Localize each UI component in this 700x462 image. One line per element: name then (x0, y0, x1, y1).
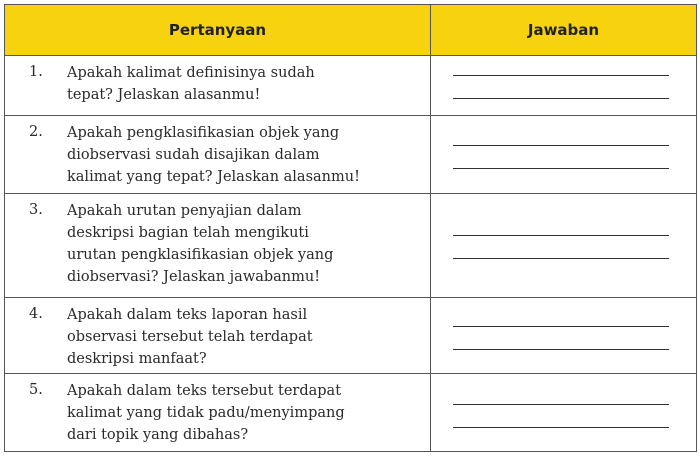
question-number: 1. (29, 64, 43, 80)
question-number: 5. (29, 382, 43, 398)
table-row (5, 374, 697, 452)
question-text: Apakah dalam teks tersebut terdapat kalimat yang tidak padu/menyimpang dari topik yang dibahas? (67, 383, 345, 443)
question-cell (5, 298, 431, 374)
table-header-row (5, 5, 697, 56)
header-pertanyaan: Pertanyaan (5, 5, 431, 56)
answer-cell[interactable] (431, 194, 697, 298)
answer-line[interactable] (453, 235, 669, 236)
table-row (5, 298, 697, 374)
answer-line[interactable] (453, 98, 669, 99)
question-cell (5, 56, 431, 116)
question-text: Apakah pengklasifikasian objek yang diobservasi sudah disajikan dalam kalimat yang tepat? Jelaskan alasanmu! (67, 125, 360, 185)
question-number: 2. (29, 124, 43, 140)
question-text: Apakah urutan penyajian dalam deskripsi bagian telah mengikuti urutan pengklasifikasian objek yang diobservasi? Jelaskan jawabanmu! (67, 203, 334, 285)
answer-line[interactable] (453, 326, 669, 327)
answer-cell[interactable] (431, 374, 697, 452)
answer-cell[interactable] (431, 56, 697, 116)
answer-line[interactable] (453, 258, 669, 259)
answer-line[interactable] (453, 75, 669, 76)
header-jawaban: Jawaban (431, 5, 697, 56)
question-number: 4. (29, 306, 43, 322)
answer-line[interactable] (453, 349, 669, 350)
answer-line[interactable] (453, 427, 669, 428)
answer-line[interactable] (453, 145, 669, 146)
question-cell (5, 194, 431, 298)
answer-cell[interactable] (431, 116, 697, 194)
answer-line[interactable] (453, 404, 669, 405)
question-cell (5, 116, 431, 194)
table-row (5, 116, 697, 194)
question-table (4, 4, 697, 452)
question-text: Apakah kalimat definisinya sudah tepat? Jelaskan alasanmu! (67, 65, 315, 103)
table-row (5, 194, 697, 298)
answer-line[interactable] (453, 168, 669, 169)
table-row (5, 56, 697, 116)
answer-cell[interactable] (431, 298, 697, 374)
question-number: 3. (29, 202, 43, 218)
question-text: Apakah dalam teks laporan hasil observasi tersebut telah terdapat deskripsi manfaat? (67, 307, 313, 367)
question-cell (5, 374, 431, 452)
